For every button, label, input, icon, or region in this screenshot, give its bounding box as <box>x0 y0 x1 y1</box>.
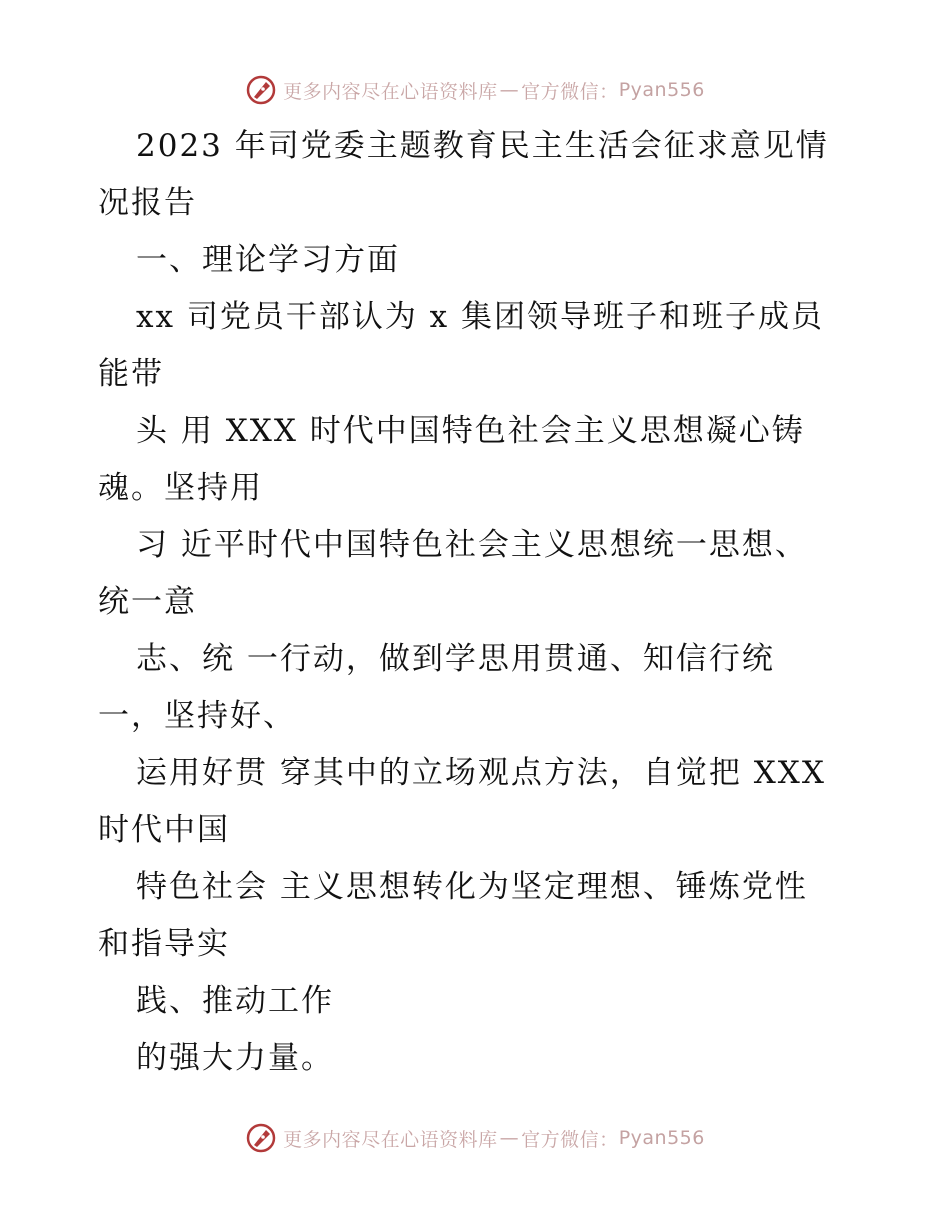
header-separator: — <box>499 79 520 101</box>
paragraph-line: xx 司党员干部认为 x 集团领导班子和班子成员 <box>136 299 825 335</box>
paragraph-line: 习 近平时代中国特色社会主义思想统一思想、 <box>136 527 808 563</box>
pen-nib-logo-icon <box>245 1122 277 1154</box>
paragraph-line: 统一意 <box>98 584 197 620</box>
footer-wechat-label: 官方微信： <box>521 1128 619 1151</box>
title-line-2: 况报告 <box>98 185 197 221</box>
paragraph-line: 一，坚持好、 <box>98 698 296 734</box>
paragraph-line: 践、推动工作 <box>136 983 334 1019</box>
paragraph-line: 特色社会 主义思想转化为坚定理想、锤炼党性 <box>136 869 808 905</box>
paragraph-line: 头 用 XXX 时代中国特色社会主义思想凝心铸 <box>136 413 805 449</box>
paragraph-line: 魂。坚持用 <box>98 470 263 506</box>
section-heading: 一、理论学习方面 <box>136 242 400 278</box>
header-wechat-id: Pyan556 <box>618 79 705 101</box>
header-site-text: 更多内容尽在心语资料库 <box>283 80 498 103</box>
paragraph-line: 的强大力量。 <box>136 1040 334 1076</box>
header-wechat-label: 官方微信： <box>521 80 619 103</box>
header-watermark <box>0 70 950 110</box>
title-line-1: 2023 年司党委主题教育民主生活会征求意见情 <box>136 128 829 164</box>
paragraph-line: 和指导实 <box>98 926 230 962</box>
paragraph-line: 志、统 一行动，做到学思用贯通、知信行统 <box>136 641 775 677</box>
paragraph-line: 能带 <box>98 356 164 392</box>
paragraph-line: 时代中国 <box>98 812 230 848</box>
footer-watermark <box>0 1118 950 1158</box>
pen-nib-logo-icon <box>245 74 277 106</box>
paragraph-line: 运用好贯 穿其中的立场观点方法，自觉把 XXX <box>136 755 826 791</box>
footer-wechat-id: Pyan556 <box>618 1127 705 1149</box>
document-body <box>98 118 868 1087</box>
footer-separator: — <box>499 1127 520 1149</box>
footer-site-text: 更多内容尽在心语资料库 <box>283 1128 498 1151</box>
